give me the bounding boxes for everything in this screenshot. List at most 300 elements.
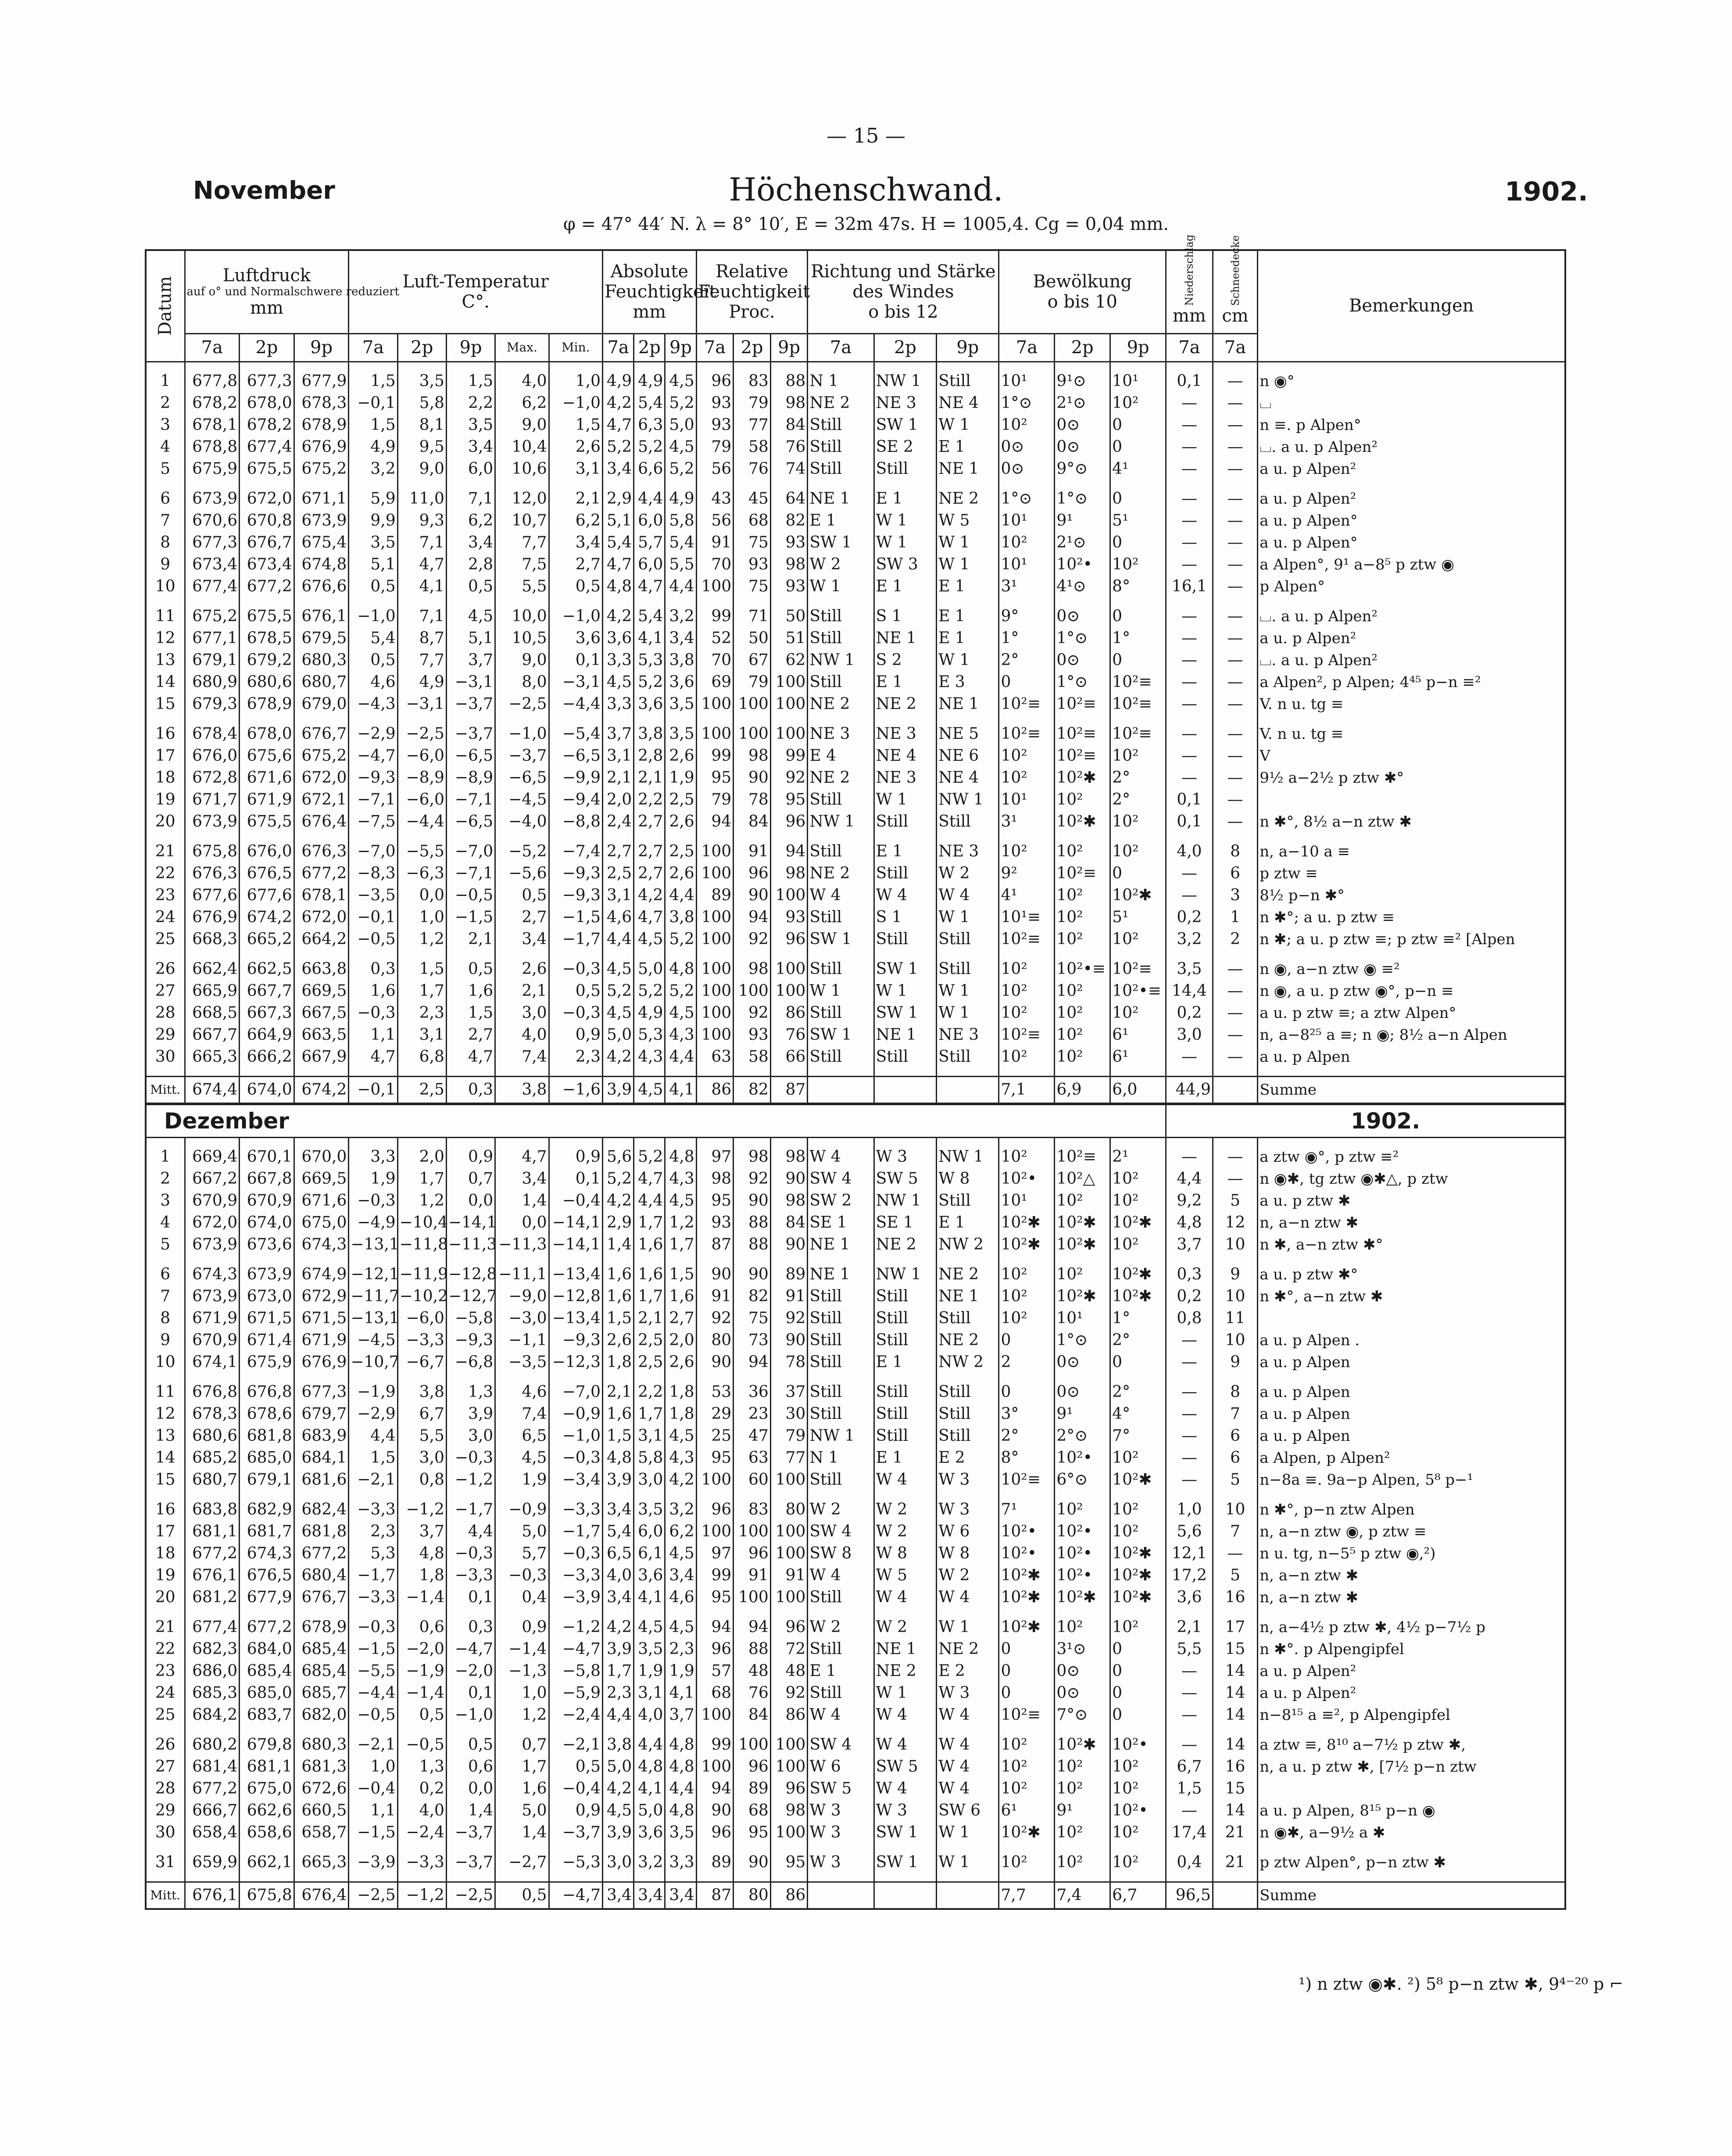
- value-cell: 0⊙: [1055, 649, 1110, 671]
- value-cell: 4,1: [665, 1682, 696, 1704]
- value-cell: 89: [734, 1778, 771, 1800]
- value-cell: —: [1166, 1447, 1213, 1469]
- gap-cell: [185, 833, 240, 841]
- value-cell: W 4: [874, 1778, 936, 1800]
- value-cell: 2,0: [665, 1329, 696, 1351]
- value-cell: −2,0: [446, 1660, 495, 1682]
- value-cell: 4,8: [603, 1447, 634, 1469]
- value-cell: −2,1: [549, 1734, 602, 1756]
- value-cell: −10,7: [349, 1351, 397, 1373]
- value-cell: 4,7: [349, 1046, 397, 1068]
- value-cell: 9: [1213, 1351, 1257, 1373]
- value-cell: −6,5: [446, 745, 495, 767]
- value-cell: —: [1213, 488, 1257, 510]
- value-cell: 10²: [1110, 1234, 1166, 1256]
- value-cell: 2,6: [665, 863, 696, 885]
- value-cell: 0: [1110, 532, 1166, 554]
- sub-2p: 2p: [397, 333, 446, 362]
- value-cell: 23: [734, 1403, 771, 1425]
- value-cell: Still: [937, 1425, 999, 1447]
- value-cell: 676,1: [185, 1565, 240, 1587]
- value-cell: 1,6: [495, 1778, 549, 1800]
- value-cell: 1,5: [349, 1447, 397, 1469]
- value-cell: 679,1: [185, 649, 240, 671]
- remark-cell: [1258, 1307, 1565, 1329]
- value-cell: 680,4: [294, 1565, 349, 1587]
- value-cell: —: [1166, 532, 1213, 554]
- remark-cell: V. n u. tg ≡: [1258, 723, 1565, 745]
- value-cell: 0,1: [1166, 811, 1213, 833]
- value-cell: 100: [770, 1756, 808, 1778]
- value-cell: W 1: [937, 649, 999, 671]
- table-row: [146, 1046, 1565, 1068]
- gap-cell: [1166, 598, 1213, 605]
- value-cell: 90: [734, 1190, 771, 1212]
- value-cell: 1,6: [349, 980, 397, 1002]
- table-row: [146, 789, 1565, 811]
- sub-2p: 2p: [874, 333, 936, 362]
- value-cell: −6,0: [397, 789, 446, 811]
- gap-cell: [937, 715, 999, 723]
- value-cell: Still: [874, 928, 936, 950]
- gap-cell: [349, 1373, 397, 1381]
- value-cell: 3,9: [603, 1469, 634, 1491]
- value-cell: 100: [696, 1024, 734, 1046]
- gap-cell: [665, 362, 696, 370]
- value-cell: 3,5: [665, 1822, 696, 1844]
- gap-cell: [603, 1137, 634, 1146]
- value-cell: Still: [808, 1469, 874, 1491]
- value-cell: −5,3: [549, 1852, 602, 1873]
- value-cell: −3,4: [549, 1469, 602, 1491]
- value-cell: 3,9: [446, 1403, 495, 1425]
- value-cell: 10²: [1055, 1046, 1110, 1068]
- value-cell: −4,4: [397, 811, 446, 833]
- gap-cell: [1055, 1726, 1110, 1734]
- col-cloud: [999, 250, 1166, 333]
- value-cell: SW 1: [874, 958, 936, 980]
- value-cell: Still: [808, 627, 874, 649]
- value-cell: 3,1: [634, 1682, 665, 1704]
- gap-cell: [240, 715, 294, 723]
- value-cell: 681,1: [240, 1756, 294, 1778]
- gap-cell: [1166, 362, 1213, 370]
- value-cell: NE 4: [874, 745, 936, 767]
- value-cell: 72: [770, 1638, 808, 1660]
- value-cell: 672,9: [294, 1286, 349, 1307]
- value-cell: W 2: [937, 1565, 999, 1587]
- value-cell: Still: [808, 1351, 874, 1373]
- value-cell: 676,3: [185, 863, 240, 885]
- gap-cell: [696, 1844, 734, 1852]
- value-cell: 91: [770, 1286, 808, 1307]
- value-cell: −5,8: [446, 1307, 495, 1329]
- value-cell: 4,2: [603, 605, 634, 627]
- value-cell: 70: [696, 554, 734, 576]
- value-cell: 5,4: [603, 532, 634, 554]
- value-cell: 2,5: [665, 841, 696, 863]
- gap-cell: [770, 1608, 808, 1616]
- value-cell: SW 1: [874, 414, 936, 436]
- value-cell: NE 4: [937, 392, 999, 414]
- gap-cell: [603, 715, 634, 723]
- value-cell: 4,1: [397, 576, 446, 598]
- value-cell: 10²•: [1055, 1447, 1110, 1469]
- gap-cell: [634, 1608, 665, 1616]
- value-cell: 3,5: [634, 1499, 665, 1521]
- value-cell: 3,6: [665, 671, 696, 693]
- gap-cell: [1110, 1137, 1166, 1146]
- gap-cell: [1055, 833, 1110, 841]
- value-cell: 7: [1213, 1403, 1257, 1425]
- value-cell: 1,0: [549, 370, 602, 392]
- value-cell: E 3: [937, 671, 999, 693]
- remark-cell: [1258, 789, 1565, 811]
- gap-cell: [1258, 1608, 1565, 1616]
- value-cell: 10²: [999, 980, 1055, 1002]
- value-cell: 14: [1213, 1660, 1257, 1682]
- value-cell: 10²: [999, 958, 1055, 980]
- table-row: [146, 436, 1565, 458]
- gap-cell: [770, 362, 808, 370]
- value-cell: 678,1: [294, 885, 349, 906]
- sub-7a: 7a: [603, 333, 634, 362]
- value-cell: 1,6: [603, 1403, 634, 1425]
- value-cell: —: [1213, 1543, 1257, 1565]
- value-cell: 4,5: [665, 1543, 696, 1565]
- value-cell: 10²≡: [999, 1024, 1055, 1046]
- value-cell: 14: [1213, 1682, 1257, 1704]
- value-cell: 100: [696, 1704, 734, 1726]
- value-cell: 92: [734, 1168, 771, 1190]
- value-cell: 673,4: [240, 554, 294, 576]
- day-cell: 1: [146, 1146, 185, 1168]
- value-cell: 10²✱: [1055, 1234, 1110, 1256]
- value-cell: 680,3: [294, 1734, 349, 1756]
- value-cell: 4,7: [495, 1146, 549, 1168]
- value-cell: 3,7: [665, 1704, 696, 1726]
- value-cell: 673,4: [185, 554, 240, 576]
- value-cell: 4¹⊙: [1055, 576, 1110, 598]
- value-cell: 58: [734, 1046, 771, 1068]
- value-cell: 676,7: [294, 723, 349, 745]
- gap-cell: [734, 598, 771, 605]
- gap-cell: [1110, 480, 1166, 488]
- remark-cell: V. n u. tg ≡: [1258, 693, 1565, 715]
- value-cell: −5,4: [549, 723, 602, 745]
- day-cell: 24: [146, 1682, 185, 1704]
- value-cell: −8,8: [549, 811, 602, 833]
- value-cell: 677,2: [185, 1778, 240, 1800]
- gap-cell: [1166, 1491, 1213, 1499]
- value-cell: 88: [734, 1212, 771, 1234]
- value-cell: 68: [734, 510, 771, 532]
- value-cell: 10²: [1055, 1778, 1110, 1800]
- gap-cell: [696, 598, 734, 605]
- value-cell: 4,2: [603, 392, 634, 414]
- gap-cell: [1055, 1137, 1110, 1146]
- gap-cell: [999, 1137, 1055, 1146]
- gap-cell: [665, 1137, 696, 1146]
- value-cell: 0: [1110, 1351, 1166, 1373]
- remark-cell: ⌴. a u. p Alpen²: [1258, 436, 1565, 458]
- col-pressure: [185, 250, 400, 333]
- value-cell: 10,0: [495, 605, 549, 627]
- value-cell: −7,4: [549, 841, 602, 863]
- value-cell: SW 6: [937, 1800, 999, 1822]
- value-cell: NE 2: [937, 1638, 999, 1660]
- value-cell: −1,0: [349, 605, 397, 627]
- gap-cell: [397, 950, 446, 958]
- value-cell: SW 3: [874, 554, 936, 576]
- value-cell: —: [1213, 1024, 1257, 1046]
- value-cell: 5,4: [603, 1521, 634, 1543]
- value-cell: 8,0: [495, 671, 549, 693]
- value-cell: 98: [734, 958, 771, 980]
- col-abs-unit: mm: [633, 302, 666, 322]
- gap-cell: [146, 1068, 185, 1077]
- day-cell: 13: [146, 649, 185, 671]
- value-cell: 6,8: [397, 1046, 446, 1068]
- gap-cell: [1110, 1726, 1166, 1734]
- table-row: [146, 723, 1565, 745]
- value-cell: 93: [734, 554, 771, 576]
- value-cell: 9°: [999, 605, 1055, 627]
- value-cell: NE 3: [937, 841, 999, 863]
- value-cell: 94: [696, 811, 734, 833]
- value-cell: 662,1: [240, 1852, 294, 1873]
- gap-cell: [634, 1137, 665, 1146]
- value-cell: 10²: [1110, 1822, 1166, 1844]
- gap-cell: [294, 1608, 349, 1616]
- value-cell: 0: [1110, 863, 1166, 885]
- gap-cell: [734, 715, 771, 723]
- gap-cell: [549, 480, 602, 488]
- gap-cell: [349, 833, 397, 841]
- value-cell: 10: [1213, 1286, 1257, 1307]
- table-row: [146, 1351, 1565, 1373]
- remark-cell: a u. p Alpen: [1258, 1425, 1565, 1447]
- value-cell: NE 3: [808, 723, 874, 745]
- value-cell: −3,3: [397, 1852, 446, 1873]
- value-cell: 79: [696, 789, 734, 811]
- value-cell: W 6: [808, 1756, 874, 1778]
- remark-cell: n, a−n ztw ◉, p ztw ≡: [1258, 1521, 1565, 1543]
- value-cell: 3,6: [634, 1565, 665, 1587]
- remark-cell: n ◉, a u. p ztw ◉°, p−n ≡: [1258, 980, 1565, 1002]
- value-cell: 10²: [1110, 841, 1166, 863]
- value-cell: Still: [808, 1638, 874, 1660]
- gap-cell: [874, 1726, 936, 1734]
- value-cell: W 2: [874, 1616, 936, 1638]
- value-cell: −0,4: [349, 1778, 397, 1800]
- value-cell: 2,8: [446, 554, 495, 576]
- value-cell: 676,1: [294, 605, 349, 627]
- value-cell: 10²≡: [999, 723, 1055, 745]
- value-cell: —: [1213, 576, 1257, 598]
- value-cell: 672,0: [294, 767, 349, 789]
- value-cell: 3,1: [549, 458, 602, 480]
- value-cell: 2°: [999, 649, 1055, 671]
- value-cell: −1,4: [495, 1638, 549, 1660]
- gap-cell: [446, 1844, 495, 1852]
- value-cell: −12,8: [549, 1286, 602, 1307]
- value-cell: E 1: [937, 1212, 999, 1234]
- value-cell: 76: [734, 1682, 771, 1704]
- value-cell: 10²•: [1110, 1800, 1166, 1822]
- value-cell: 684,2: [185, 1704, 240, 1726]
- gap-cell: [240, 1726, 294, 1734]
- day-cell: 22: [146, 863, 185, 885]
- gap-cell: [937, 1137, 999, 1146]
- col-rel-title: Relative Feuchtigkeit: [698, 261, 810, 302]
- mean-cell: [1213, 1076, 1257, 1104]
- value-cell: 1,5: [549, 414, 602, 436]
- value-cell: −8,9: [446, 767, 495, 789]
- gap-cell: [696, 362, 734, 370]
- value-cell: 680,6: [240, 671, 294, 693]
- gap-cell: [446, 950, 495, 958]
- value-cell: 82: [734, 1286, 771, 1307]
- gap-cell: [874, 1491, 936, 1499]
- value-cell: SW 4: [808, 1168, 874, 1190]
- value-cell: SW 5: [874, 1168, 936, 1190]
- gap-cell: [349, 362, 397, 370]
- value-cell: 10²: [999, 745, 1055, 767]
- value-cell: 66: [770, 1046, 808, 1068]
- gap-cell: [1110, 1373, 1166, 1381]
- value-cell: 3,6: [603, 627, 634, 649]
- gap-cell: [1213, 1726, 1257, 1734]
- mean-cell: −2,5: [349, 1882, 397, 1909]
- gap-cell: [665, 950, 696, 958]
- value-cell: 675,5: [240, 458, 294, 480]
- gap-cell: [549, 1726, 602, 1734]
- value-cell: 10¹: [1110, 370, 1166, 392]
- value-cell: 680,3: [294, 649, 349, 671]
- value-cell: Still: [937, 1190, 999, 1212]
- gap-cell: [603, 1844, 634, 1852]
- value-cell: —: [1166, 1146, 1213, 1168]
- gap-cell: [446, 833, 495, 841]
- day-cell: 13: [146, 1425, 185, 1447]
- station-coordinates: φ = 47° 44′ N. λ = 8° 10′, E = 32m 47s. H = 1005,4. Cg = 0,04 mm.: [563, 214, 1169, 234]
- value-cell: 665,3: [294, 1852, 349, 1873]
- value-cell: 1,8: [665, 1381, 696, 1403]
- value-cell: 8,7: [397, 627, 446, 649]
- value-cell: 10²: [1055, 789, 1110, 811]
- value-cell: 0: [999, 1381, 1055, 1403]
- gap-cell: [937, 480, 999, 488]
- value-cell: 93: [770, 906, 808, 928]
- value-cell: 670,1: [240, 1146, 294, 1168]
- value-cell: Still: [874, 1046, 936, 1068]
- gap-cell: [446, 1608, 495, 1616]
- value-cell: 1,5: [1166, 1778, 1213, 1800]
- value-cell: NW 1: [808, 1425, 874, 1447]
- value-cell: 1,6: [603, 1286, 634, 1307]
- remark-cell: a u. p Alpen: [1258, 1046, 1565, 1068]
- sub-9p: 9p: [1110, 333, 1166, 362]
- value-cell: 6°⊙: [1055, 1469, 1110, 1491]
- sub-9p: 9p: [937, 333, 999, 362]
- value-cell: 663,8: [294, 958, 349, 980]
- value-cell: W 3: [874, 1146, 936, 1168]
- value-cell: 667,9: [294, 1046, 349, 1068]
- gap-cell: [603, 1491, 634, 1499]
- value-cell: NW 1: [874, 370, 936, 392]
- remark-cell: n, a−n ztw ✱: [1258, 1565, 1565, 1587]
- gap-cell: [185, 362, 240, 370]
- value-cell: NE 2: [874, 693, 936, 715]
- value-cell: 5,2: [603, 1168, 634, 1190]
- value-cell: Still: [808, 1046, 874, 1068]
- value-cell: −0,5: [349, 928, 397, 950]
- value-cell: 0,8: [397, 1469, 446, 1491]
- value-cell: 678,3: [185, 1403, 240, 1425]
- value-cell: —: [1166, 414, 1213, 436]
- value-cell: 6,5: [603, 1543, 634, 1565]
- day-cell: 7: [146, 510, 185, 532]
- value-cell: 10²: [1055, 1822, 1110, 1844]
- value-cell: 1,8: [665, 1403, 696, 1425]
- value-cell: 0: [1110, 414, 1166, 436]
- value-cell: −3,3: [446, 1565, 495, 1587]
- value-cell: 100: [696, 576, 734, 598]
- value-cell: 10²: [1055, 885, 1110, 906]
- value-cell: 677,4: [240, 436, 294, 458]
- mean-cell: 86: [770, 1882, 808, 1909]
- value-cell: 679,1: [240, 1469, 294, 1491]
- value-cell: 10²•: [999, 1543, 1055, 1565]
- gap-cell: [808, 480, 874, 488]
- value-cell: 5,3: [634, 1024, 665, 1046]
- gap-cell: [294, 1137, 349, 1146]
- value-cell: 682,3: [185, 1638, 240, 1660]
- value-cell: 9: [1213, 1264, 1257, 1286]
- gap-cell: [1055, 1373, 1110, 1381]
- value-cell: —: [1213, 789, 1257, 811]
- value-cell: 0,9: [549, 1146, 602, 1168]
- gap-cell: [770, 833, 808, 841]
- table-row: [146, 605, 1565, 627]
- col-abs-title: Absolute Feuchtigkeit: [605, 261, 716, 302]
- gap-cell: [1110, 1068, 1166, 1077]
- value-cell: 2,5: [634, 1351, 665, 1373]
- value-cell: 4,5: [495, 1447, 549, 1469]
- table-row: [146, 906, 1565, 928]
- value-cell: 5,9: [349, 488, 397, 510]
- month-label-december: Dezember: [146, 1104, 1166, 1138]
- row-gap: [146, 1873, 1565, 1882]
- value-cell: 5,7: [495, 1543, 549, 1565]
- value-cell: 681,8: [240, 1425, 294, 1447]
- value-cell: −1,4: [397, 1682, 446, 1704]
- gap-cell: [1110, 1256, 1166, 1264]
- gap-cell: [734, 1137, 771, 1146]
- col-snow-title: Schneedecke: [1229, 235, 1242, 306]
- gap-cell: [495, 598, 549, 605]
- value-cell: W 2: [808, 554, 874, 576]
- value-cell: 94: [734, 906, 771, 928]
- value-cell: —: [1166, 1425, 1213, 1447]
- value-cell: 0⊙: [1055, 1351, 1110, 1373]
- mean-cell: 6,7: [1110, 1882, 1166, 1909]
- value-cell: 79: [734, 671, 771, 693]
- gap-cell: [1213, 950, 1257, 958]
- value-cell: 96: [696, 370, 734, 392]
- value-cell: 90: [734, 1264, 771, 1286]
